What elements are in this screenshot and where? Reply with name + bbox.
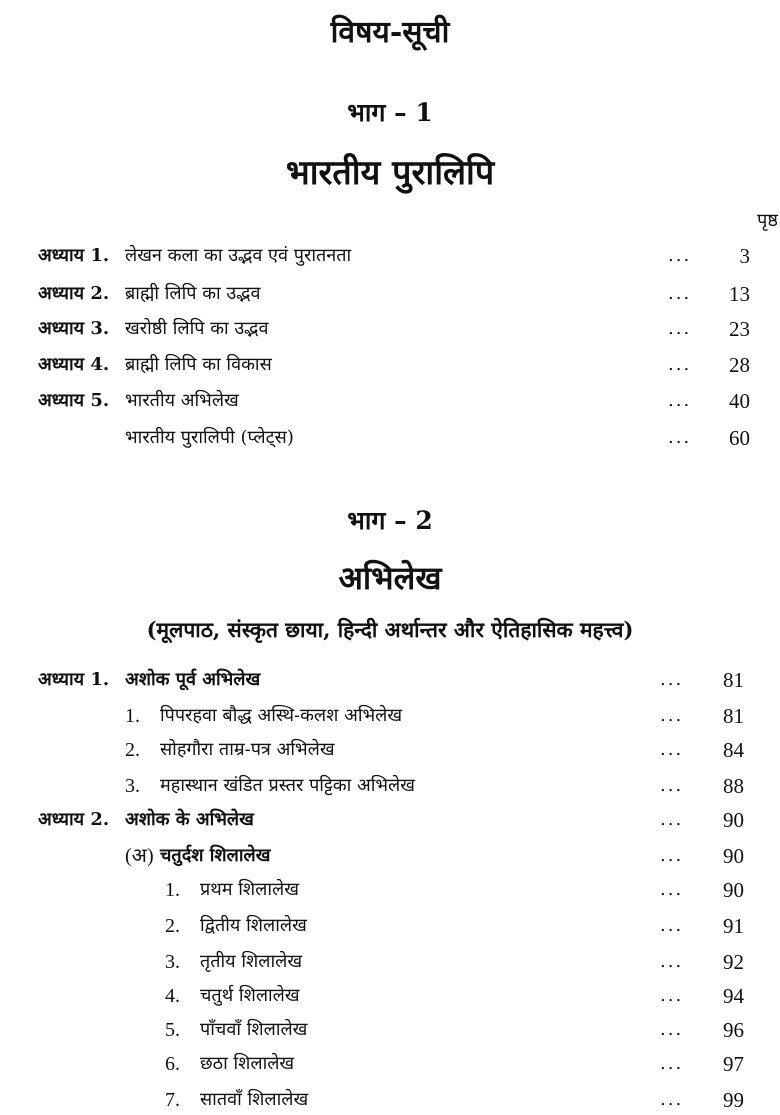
toc-entry (0, 665, 780, 695)
entry-title: महास्थान खंडित प्रस्तर पट्टिका अभिलेख (160, 775, 415, 796)
entry-title: चतुर्दश शिलालेख (160, 845, 271, 866)
entry-label: 1. (165, 879, 180, 901)
entry-page-number: 81 (723, 704, 744, 728)
entry-title: पाँचवाँ शिलालेख (200, 1019, 308, 1040)
entry-title: लेखन कला का उद्भव एवं पुरातनता (125, 245, 352, 266)
entry-label: 4. (165, 985, 180, 1007)
entry-page-number: 3 (739, 244, 750, 268)
toc-entry (0, 1015, 780, 1045)
entry-label: 5. (165, 1019, 180, 1041)
entry-label: अध्याय 1. (38, 245, 110, 266)
entry-title: सोहगौरा ताम्र-पत्र अभिलेख (160, 739, 335, 760)
entry-dots: ... (660, 809, 684, 830)
entry-title: तृतीय शिलालेख (200, 951, 303, 972)
entry-title: चतुर्थ शिलालेख (200, 985, 300, 1006)
toc-entry (0, 735, 780, 765)
entry-label: 2. (165, 915, 180, 937)
entry-title: ब्राह्मी लिपि का विकास (125, 354, 272, 375)
part2-heading: अभिलेख (338, 559, 442, 597)
entry-dots: ... (660, 705, 684, 726)
entry-dots: ... (660, 985, 684, 1006)
entry-title: भारतीय पुरालिपी (प्लेट्स) (125, 427, 294, 448)
entry-dots: ... (668, 427, 692, 448)
entry-page-number: 94 (723, 984, 744, 1008)
entry-title: अशोक पूर्व अभिलेख (125, 669, 261, 690)
entry-page-number: 92 (723, 950, 744, 974)
entry-dots: ... (668, 245, 692, 266)
toc-entry (0, 350, 780, 380)
entry-dots: ... (660, 775, 684, 796)
entry-page-number: 13 (729, 282, 750, 306)
entry-dots: ... (660, 1019, 684, 1040)
toc-entry (0, 981, 780, 1011)
entry-label: अध्याय 3. (38, 318, 110, 339)
toc-entry (0, 1049, 780, 1079)
entry-label: 3. (165, 951, 180, 973)
entry-label: अध्याय 1. (38, 669, 110, 690)
entry-title: खरोष्ठी लिपि का उद्भव (125, 318, 269, 339)
toc-entry (0, 314, 780, 344)
entry-label: (अ) (125, 845, 154, 867)
entry-dots: ... (668, 318, 692, 339)
entry-page-number: 40 (729, 389, 750, 413)
entry-label: अध्याय 2. (38, 283, 110, 304)
entry-dots: ... (660, 1053, 684, 1074)
entry-page-number: 90 (723, 878, 744, 902)
entry-page-number: 28 (729, 353, 750, 377)
entry-page-number: 60 (729, 426, 750, 450)
part1-label: भाग – 1 (347, 98, 433, 127)
entry-label: 3. (125, 775, 140, 797)
entry-page-number: 96 (723, 1018, 744, 1042)
toc-entry (0, 805, 780, 835)
entry-page-number: 23 (729, 317, 750, 341)
entry-page-number: 97 (723, 1052, 744, 1076)
entry-dots: ... (660, 739, 684, 760)
entry-page-number: 90 (723, 844, 744, 868)
page-title: विषय-सूची (330, 15, 450, 50)
entry-dots: ... (668, 354, 692, 375)
part1-heading: भारतीय पुरालिपि (285, 153, 495, 193)
part2-subtitle: (मूलपाठ, संस्कृत छाया, हिन्दी अर्थान्तर और ऐतिहासिक महत्त्व) (146, 617, 634, 642)
entry-page-number: 88 (723, 774, 744, 798)
toc-entry (0, 771, 780, 801)
toc-entry (0, 875, 780, 905)
toc-entry (0, 386, 780, 416)
toc-entry (0, 279, 780, 309)
entry-page-number: 81 (723, 668, 744, 692)
entry-label: 7. (165, 1089, 180, 1111)
entry-page-number: 90 (723, 808, 744, 832)
toc-entry (0, 841, 780, 871)
entry-dots: ... (668, 390, 692, 411)
entry-dots: ... (660, 1089, 684, 1110)
entry-page-number: 99 (723, 1088, 744, 1112)
entry-dots: ... (660, 879, 684, 900)
entry-label: 1. (125, 705, 140, 727)
entry-dots: ... (660, 845, 684, 866)
entry-title: पिपरहवा बौद्ध अस्थि-कलश अभिलेख (160, 705, 403, 726)
toc-entry (0, 947, 780, 977)
entry-title: सातवाँ शिलालेख (200, 1089, 309, 1110)
toc-entry (0, 1085, 780, 1115)
entry-title: प्रथम शिलालेख (200, 879, 299, 900)
entry-title: ब्राह्मी लिपि का उद्भव (125, 283, 261, 304)
entry-title: भारतीय अभिलेख (125, 390, 239, 411)
toc-entry (0, 423, 780, 453)
entry-page-number: 91 (723, 914, 744, 938)
page-column-header: पृष्ठ (757, 210, 778, 231)
entry-title: छठा शिलालेख (200, 1053, 295, 1074)
toc-entry (0, 701, 780, 731)
entry-label: अध्याय 2. (38, 809, 110, 830)
entry-dots: ... (660, 915, 684, 936)
entry-label: 2. (125, 739, 140, 761)
entry-dots: ... (660, 669, 684, 690)
entry-title: अशोक के अभिलेख (125, 809, 254, 830)
part2-label: भाग – 2 (347, 506, 433, 535)
entry-label: अध्याय 4. (38, 354, 110, 375)
toc-entry (0, 241, 780, 271)
entry-title: द्वितीय शिलालेख (200, 915, 307, 936)
entry-dots: ... (668, 283, 692, 304)
entry-label: 6. (165, 1053, 180, 1075)
toc-entry (0, 911, 780, 941)
entry-page-number: 84 (723, 738, 744, 762)
entry-label: अध्याय 5. (38, 390, 110, 411)
entry-dots: ... (660, 951, 684, 972)
